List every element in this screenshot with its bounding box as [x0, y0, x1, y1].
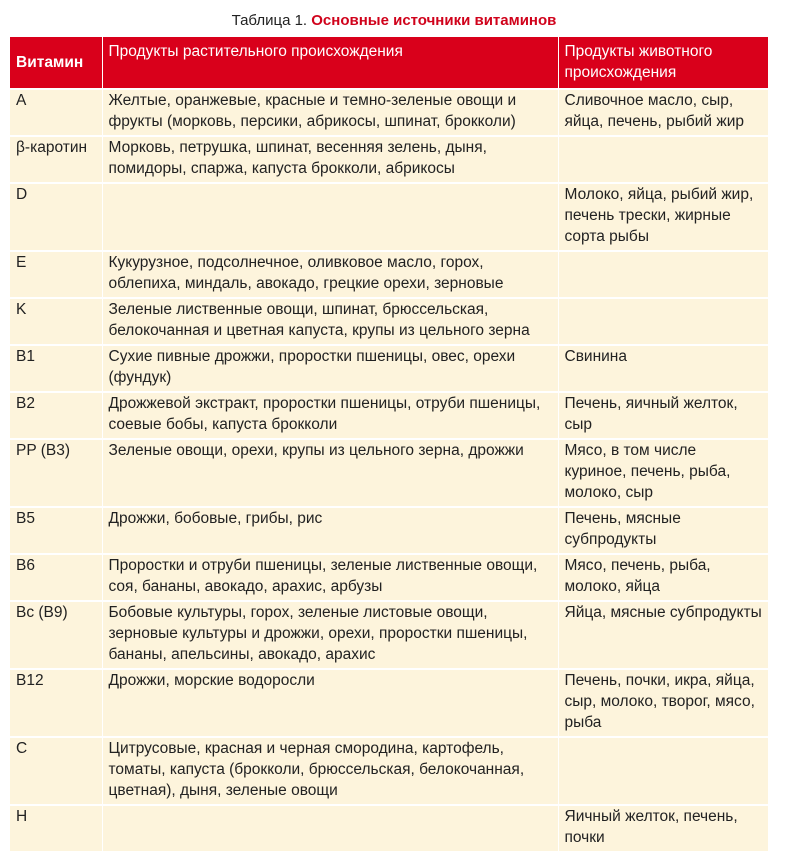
animal-products-cell: Яйца, мясные субпродукты	[558, 601, 768, 669]
table-row	[10, 251, 768, 298]
table-row	[10, 298, 768, 345]
header-plant-products: Продукты растительного происхождения	[102, 37, 558, 89]
plant-products-cell: Дрожжи, бобовые, грибы, рис	[102, 507, 558, 554]
plant-products-cell: Дрожжи, морские водоросли	[102, 669, 558, 737]
vitamin-sources-table	[10, 37, 768, 851]
vitamin-cell: β-каротин	[10, 136, 102, 183]
animal-products-cell: Мясо, печень, рыба, молоко, яйца	[558, 554, 768, 601]
animal-products-cell: Мясо, в том числе куриное, печень, рыба, молоко, сыр	[558, 439, 768, 507]
plant-products-cell: Сухие пивные дрожжи, проростки пшеницы, овес, орехи (фундук)	[102, 345, 558, 392]
table-row	[10, 136, 768, 183]
animal-products-cell	[558, 136, 768, 183]
animal-products-cell	[558, 251, 768, 298]
caption-title: Основные источники витаминов	[311, 12, 557, 29]
vitamin-cell: D	[10, 183, 102, 251]
caption-prefix: Таблица 1.	[231, 12, 308, 29]
animal-products-cell: Печень, почки, икра, яйца, сыр, молоко, творог, мясо, рыба	[558, 669, 768, 737]
table-caption	[0, 0, 788, 34]
plant-products-cell: Желтые, оранжевые, красные и темно-зеленые овощи и фрукты (морковь, персики, абрикосы, шпинат, брокколи)	[102, 89, 558, 136]
table-row	[10, 345, 768, 392]
vitamin-cell: C	[10, 737, 102, 805]
vitamin-cell: B5	[10, 507, 102, 554]
animal-products-cell	[558, 737, 768, 805]
table-row	[10, 183, 768, 251]
plant-products-cell	[102, 805, 558, 851]
vitamin-cell: PP (B3)	[10, 439, 102, 507]
plant-products-cell: Морковь, петрушка, шпинат, весенняя зелень, дыня, помидоры, спаржа, капуста брокколи, абрикосы	[102, 136, 558, 183]
animal-products-cell: Свинина	[558, 345, 768, 392]
table-row	[10, 89, 768, 136]
header-vitamin: Витамин	[10, 37, 102, 89]
animal-products-cell	[558, 298, 768, 345]
table-row	[10, 669, 768, 737]
table-row	[10, 439, 768, 507]
vitamin-cell: B1	[10, 345, 102, 392]
table-row	[10, 554, 768, 601]
vitamin-cell: B12	[10, 669, 102, 737]
plant-products-cell: Зеленые овощи, орехи, крупы из цельного зерна, дрожжи	[102, 439, 558, 507]
vitamin-cell: B6	[10, 554, 102, 601]
plant-products-cell	[102, 183, 558, 251]
header-animal-products: Продукты животного происхождения	[558, 37, 768, 89]
table-row	[10, 392, 768, 439]
animal-products-cell: Печень, мясные субпродукты	[558, 507, 768, 554]
table-row	[10, 601, 768, 669]
vitamin-cell: K	[10, 298, 102, 345]
vitamin-cell: E	[10, 251, 102, 298]
animal-products-cell: Печень, яичный желток, сыр	[558, 392, 768, 439]
vitamin-cell: Bc (B9)	[10, 601, 102, 669]
table-row	[10, 805, 768, 851]
table-header-row	[10, 37, 768, 89]
plant-products-cell: Дрожжевой экстракт, проростки пшеницы, отруби пшеницы, соевые бобы, капуста брокколи	[102, 392, 558, 439]
animal-products-cell: Яичный желток, печень, почки	[558, 805, 768, 851]
vitamin-cell: A	[10, 89, 102, 136]
plant-products-cell: Цитрусовые, красная и черная смородина, картофель, томаты, капуста (брокколи, брюссельская, белокочанная, цветная), дыня, зеленые овощи	[102, 737, 558, 805]
plant-products-cell: Бобовые культуры, горох, зеленые листовые овощи, зерновые культуры и дрожжи, орехи, проростки пшеницы, бананы, апельсины, авокадо, арахис	[102, 601, 558, 669]
plant-products-cell: Зеленые лиственные овощи, шпинат, брюссельская, белокочанная и цветная капуста, крупы из цельного зерна	[102, 298, 558, 345]
animal-products-cell: Молоко, яйца, рыбий жир, печень трески, жирные сорта рыбы	[558, 183, 768, 251]
plant-products-cell: Кукурузное, подсолнечное, оливковое масло, горох, облепиха, миндаль, авокадо, грецкие орехи, зерновые	[102, 251, 558, 298]
table-row	[10, 737, 768, 805]
plant-products-cell: Проростки и отруби пшеницы, зеленые лиственные овощи, соя, бананы, авокадо, арахис, арбузы	[102, 554, 558, 601]
vitamin-cell: H	[10, 805, 102, 851]
animal-products-cell: Сливочное масло, сыр, яйца, печень, рыбий жир	[558, 89, 768, 136]
vitamin-cell: B2	[10, 392, 102, 439]
table-row	[10, 507, 768, 554]
